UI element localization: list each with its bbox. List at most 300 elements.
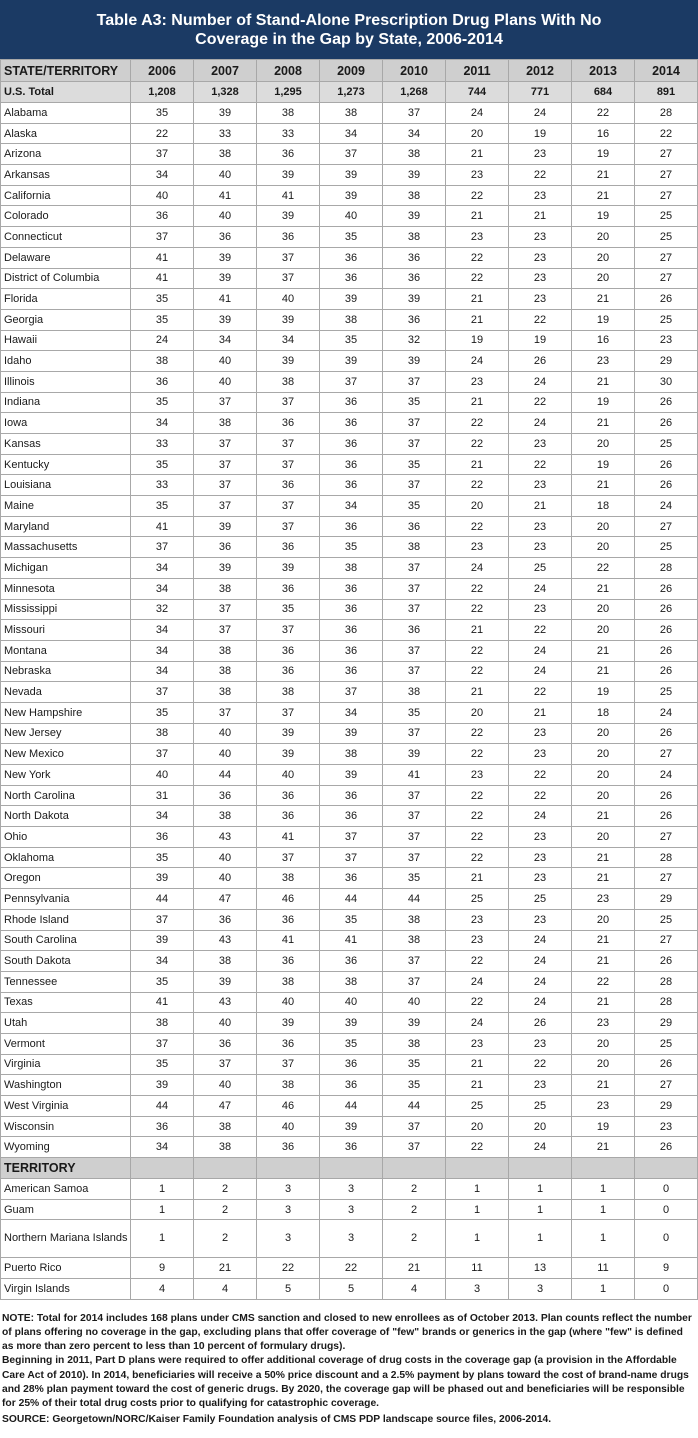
state-row xyxy=(1,351,698,372)
table-cell: 23 xyxy=(446,165,509,186)
table-cell: 38 xyxy=(131,351,194,372)
table-cell: 22 xyxy=(446,247,509,268)
table-cell: 39 xyxy=(257,1013,320,1034)
table-cell: 38 xyxy=(194,806,257,827)
table-cell: 22 xyxy=(509,765,572,786)
table-cell: 21 xyxy=(446,1075,509,1096)
row-label: Minnesota xyxy=(1,578,131,599)
section-label: TERRITORY xyxy=(1,1158,131,1179)
table-cell: 27 xyxy=(635,247,698,268)
table-cell: 36 xyxy=(257,144,320,165)
table-cell: 36 xyxy=(194,785,257,806)
table-title xyxy=(0,0,698,59)
table-cell: 38 xyxy=(131,723,194,744)
state-row xyxy=(1,578,698,599)
table-cell: 37 xyxy=(257,392,320,413)
table-cell: 22 xyxy=(446,661,509,682)
table-cell: 38 xyxy=(194,640,257,661)
table-cell: 22 xyxy=(509,620,572,641)
table-cell: 21 xyxy=(572,1075,635,1096)
table-cell: 37 xyxy=(383,475,446,496)
table-cell: 24 xyxy=(509,951,572,972)
table-cell: 35 xyxy=(131,454,194,475)
table-cell: 39 xyxy=(131,868,194,889)
table-cell: 36 xyxy=(320,599,383,620)
table-cell: 9 xyxy=(131,1258,194,1279)
table-cell: 38 xyxy=(257,971,320,992)
row-label: California xyxy=(1,185,131,206)
table-cell: 37 xyxy=(320,847,383,868)
table-cell: 22 xyxy=(446,806,509,827)
table-cell: 23 xyxy=(509,1033,572,1054)
table-cell: 41 xyxy=(131,516,194,537)
table-cell: 22 xyxy=(446,827,509,848)
table-cell: 4 xyxy=(194,1279,257,1300)
table-cell: 34 xyxy=(320,496,383,517)
table-cell: 21 xyxy=(572,413,635,434)
state-row xyxy=(1,992,698,1013)
table-cell: 39 xyxy=(257,351,320,372)
table-cell: 39 xyxy=(131,1075,194,1096)
table-cell: 29 xyxy=(635,1096,698,1117)
table-cell: 36 xyxy=(257,640,320,661)
table-cell: 41 xyxy=(257,185,320,206)
state-row xyxy=(1,909,698,930)
table-cell: 16 xyxy=(572,123,635,144)
table-cell: 35 xyxy=(383,868,446,889)
table-cell: 23 xyxy=(446,1033,509,1054)
table-cell: 24 xyxy=(509,640,572,661)
table-cell: 26 xyxy=(635,454,698,475)
table-cell: 21 xyxy=(446,1054,509,1075)
state-row xyxy=(1,185,698,206)
table-cell: 37 xyxy=(383,661,446,682)
table-cell: 26 xyxy=(635,475,698,496)
table-cell: 24 xyxy=(446,1013,509,1034)
table-cell: 37 xyxy=(383,640,446,661)
table-cell: 27 xyxy=(635,165,698,186)
table-cell: 23 xyxy=(509,599,572,620)
table-cell: 38 xyxy=(257,371,320,392)
table-cell: 4 xyxy=(383,1279,446,1300)
table-cell: 39 xyxy=(320,185,383,206)
table-cell: 19 xyxy=(572,454,635,475)
table-cell: 36 xyxy=(320,785,383,806)
table-cell: 34 xyxy=(320,702,383,723)
table-cell: 37 xyxy=(194,599,257,620)
table-cell: 24 xyxy=(635,496,698,517)
table-cell: 25 xyxy=(509,889,572,910)
table-cell: 41 xyxy=(383,765,446,786)
table-cell: 22 xyxy=(446,723,509,744)
table-cell: 21 xyxy=(572,640,635,661)
table-cell: 21 xyxy=(572,951,635,972)
table-cell: 21 xyxy=(572,868,635,889)
note-paragraph: NOTE: Total for 2014 includes 168 plans under CMS sanction and closed to new enrollees as of October 2013. Plan counts reflect the number of plans offering no coverage in the gap, excluding plans that offer coverage of "few" brands or generics in the gap (where "few" is defined as more than zero percent to less than 10 percent of formulary drugs). xyxy=(2,1312,692,1353)
state-row xyxy=(1,951,698,972)
table-cell: 23 xyxy=(509,227,572,248)
table-cell: 33 xyxy=(194,123,257,144)
table-cell: 22 xyxy=(509,309,572,330)
table-cell: 5 xyxy=(320,1279,383,1300)
state-row xyxy=(1,847,698,868)
table-cell: 36 xyxy=(194,227,257,248)
table-cell: 19 xyxy=(572,144,635,165)
state-row xyxy=(1,247,698,268)
table-cell: 38 xyxy=(194,578,257,599)
table-cell: 20 xyxy=(572,247,635,268)
table-cell: 37 xyxy=(257,247,320,268)
table-cell: 21 xyxy=(572,847,635,868)
table-cell: 21 xyxy=(446,309,509,330)
table-cell: 20 xyxy=(572,268,635,289)
table-cell: 27 xyxy=(635,1075,698,1096)
table-cell: 27 xyxy=(635,516,698,537)
state-row xyxy=(1,289,698,310)
table-cell: 38 xyxy=(257,868,320,889)
table-cell: 22 xyxy=(446,268,509,289)
row-label: Mississippi xyxy=(1,599,131,620)
row-label: Tennessee xyxy=(1,971,131,992)
table-cell: 1 xyxy=(446,1179,509,1200)
table-cell: 21 xyxy=(383,1258,446,1279)
table-cell: 39 xyxy=(320,765,383,786)
table-cell: 35 xyxy=(383,1054,446,1075)
state-row xyxy=(1,144,698,165)
table-cell: 37 xyxy=(383,371,446,392)
table-cell: 37 xyxy=(194,496,257,517)
table-cell: 37 xyxy=(383,951,446,972)
table-cell: 2 xyxy=(194,1199,257,1220)
table-cell: 1,208 xyxy=(131,82,194,103)
row-label: Massachusetts xyxy=(1,537,131,558)
table-cell: 36 xyxy=(320,951,383,972)
table-cell: 35 xyxy=(131,309,194,330)
table-cell: 22 xyxy=(446,785,509,806)
state-rows xyxy=(1,103,698,1158)
table-cell: 24 xyxy=(509,661,572,682)
table-cell: 34 xyxy=(131,661,194,682)
state-row xyxy=(1,1033,698,1054)
state-row xyxy=(1,930,698,951)
table-cell: 37 xyxy=(383,103,446,124)
row-label: New York xyxy=(1,765,131,786)
table-cell: 22 xyxy=(446,640,509,661)
state-row xyxy=(1,661,698,682)
table-cell: 11 xyxy=(446,1258,509,1279)
table-cell: 36 xyxy=(257,537,320,558)
table-cell: 41 xyxy=(131,268,194,289)
table-cell: 3 xyxy=(257,1199,320,1220)
table-cell: 37 xyxy=(194,475,257,496)
table-cell: 21 xyxy=(572,371,635,392)
row-label: Wyoming xyxy=(1,1137,131,1158)
table-cell: 25 xyxy=(635,909,698,930)
table-cell: 22 xyxy=(509,1054,572,1075)
row-label: Pennsylvania xyxy=(1,889,131,910)
row-label: District of Columbia xyxy=(1,268,131,289)
table-cell: 30 xyxy=(635,371,698,392)
table-cell: 891 xyxy=(635,82,698,103)
table-cell: 20 xyxy=(572,434,635,455)
table-cell: 40 xyxy=(131,765,194,786)
table-cell: 24 xyxy=(509,992,572,1013)
table-cell: 23 xyxy=(572,1013,635,1034)
state-row xyxy=(1,1096,698,1117)
table-cell: 1 xyxy=(572,1220,635,1258)
row-label: Colorado xyxy=(1,206,131,227)
table-cell: 23 xyxy=(446,765,509,786)
table-cell: 36 xyxy=(320,392,383,413)
table-cell: 37 xyxy=(131,1033,194,1054)
table-cell: 23 xyxy=(509,434,572,455)
state-row xyxy=(1,123,698,144)
table-cell: 36 xyxy=(194,1033,257,1054)
state-row xyxy=(1,1137,698,1158)
column-header: 2013 xyxy=(572,60,635,82)
table-cell: 744 xyxy=(446,82,509,103)
table-cell: 27 xyxy=(635,268,698,289)
table-cell: 23 xyxy=(509,475,572,496)
table-cell: 22 xyxy=(446,578,509,599)
table-cell: 20 xyxy=(572,620,635,641)
table-cell: 27 xyxy=(635,144,698,165)
state-row xyxy=(1,723,698,744)
territory-row xyxy=(1,1279,698,1300)
table-cell: 35 xyxy=(383,702,446,723)
table-cell: 25 xyxy=(446,889,509,910)
table-cell: 34 xyxy=(320,123,383,144)
table-cell: 33 xyxy=(131,475,194,496)
table-cell: 37 xyxy=(257,516,320,537)
state-row xyxy=(1,103,698,124)
row-label: Louisiana xyxy=(1,475,131,496)
table-cell: 3 xyxy=(257,1179,320,1200)
state-row xyxy=(1,620,698,641)
state-row xyxy=(1,227,698,248)
table-cell: 37 xyxy=(383,723,446,744)
table-cell: 39 xyxy=(194,309,257,330)
table-cell: 39 xyxy=(194,103,257,124)
table-cell: 24 xyxy=(635,702,698,723)
table-cell: 37 xyxy=(320,682,383,703)
table-cell: 20 xyxy=(446,702,509,723)
row-label: Hawaii xyxy=(1,330,131,351)
table-cell: 38 xyxy=(320,309,383,330)
table-cell: 19 xyxy=(572,309,635,330)
row-label: Indiana xyxy=(1,392,131,413)
table-cell: 36 xyxy=(320,247,383,268)
table-cell: 13 xyxy=(509,1258,572,1279)
table-cell: 39 xyxy=(194,971,257,992)
row-label: North Carolina xyxy=(1,785,131,806)
table-cell: 23 xyxy=(509,744,572,765)
state-row xyxy=(1,971,698,992)
table-cell: 26 xyxy=(635,640,698,661)
table-cell: 20 xyxy=(572,1033,635,1054)
row-label: Idaho xyxy=(1,351,131,372)
table-cell: 38 xyxy=(257,103,320,124)
table-cell: 36 xyxy=(383,268,446,289)
table-cell: 18 xyxy=(572,702,635,723)
table-cell: 37 xyxy=(383,578,446,599)
source-note: SOURCE: Georgetown/NORC/Kaiser Family Foundation analysis of CMS PDP landscape source files, 2006-2014. xyxy=(2,1414,552,1426)
row-label: Iowa xyxy=(1,413,131,434)
header-row xyxy=(1,60,698,82)
table-cell: 20 xyxy=(572,744,635,765)
table-cell: 22 xyxy=(509,785,572,806)
table-cell: 41 xyxy=(194,185,257,206)
table-cell: 24 xyxy=(509,971,572,992)
table-cell: 18 xyxy=(572,496,635,517)
row-label: Kentucky xyxy=(1,454,131,475)
table-cell: 32 xyxy=(383,330,446,351)
table-cell: 23 xyxy=(635,330,698,351)
note-paragraph: Beginning in 2011, Part D plans were required to offer additional coverage of drug costs in the coverage gap (a provision in the Affordable Care Act of 2010). In 2014, beneficiaries will receive a 50% price discount and a 2.5% payment by plans toward the cost of brand-name drugs and 28% plan payment toward the cost of generic drugs. By 2020, the coverage gap will be phased out and beneficiaries will be responsible for 25% of their total drug costs prior to qualifying for catastrophic coverage. xyxy=(2,1355,689,1410)
territory-row xyxy=(1,1258,698,1279)
table-cell: 39 xyxy=(194,247,257,268)
table-cell: 40 xyxy=(320,992,383,1013)
table-cell: 22 xyxy=(446,951,509,972)
table-cell: 25 xyxy=(635,537,698,558)
table-cell: 36 xyxy=(320,268,383,289)
table-cell: 26 xyxy=(635,723,698,744)
table-cell: 1 xyxy=(572,1199,635,1220)
table-cell: 39 xyxy=(194,268,257,289)
table-cell: 23 xyxy=(509,268,572,289)
table-cell: 21 xyxy=(446,868,509,889)
table-cell: 38 xyxy=(194,951,257,972)
table-cell: 24 xyxy=(509,413,572,434)
state-row xyxy=(1,682,698,703)
territory-row xyxy=(1,1179,698,1200)
table-cell: 26 xyxy=(635,806,698,827)
table-cell: 24 xyxy=(509,103,572,124)
row-label: Georgia xyxy=(1,309,131,330)
table-cell: 35 xyxy=(131,496,194,517)
table-cell: 38 xyxy=(320,971,383,992)
table-cell: 39 xyxy=(383,206,446,227)
table-cell: 24 xyxy=(446,351,509,372)
table-cell: 38 xyxy=(257,682,320,703)
table-cell: 22 xyxy=(509,454,572,475)
column-header: 2014 xyxy=(635,60,698,82)
column-header: 2012 xyxy=(509,60,572,82)
table-cell: 37 xyxy=(194,392,257,413)
table-cell: 36 xyxy=(320,806,383,827)
table-cell: 36 xyxy=(131,371,194,392)
table-cell: 25 xyxy=(446,1096,509,1117)
table-cell: 24 xyxy=(635,765,698,786)
row-label: New Jersey xyxy=(1,723,131,744)
table-cell: 22 xyxy=(446,599,509,620)
table-cell: 20 xyxy=(572,227,635,248)
table-cell: 43 xyxy=(194,827,257,848)
table-cell: 2 xyxy=(383,1199,446,1220)
table-cell: 34 xyxy=(131,165,194,186)
table-cell: 25 xyxy=(635,206,698,227)
table-cell: 1 xyxy=(131,1199,194,1220)
table-cell: 21 xyxy=(509,206,572,227)
table-cell: 35 xyxy=(383,496,446,517)
territory-row xyxy=(1,1199,698,1220)
table-cell: 38 xyxy=(194,1137,257,1158)
table-cell: 37 xyxy=(194,454,257,475)
table-cell: 20 xyxy=(572,516,635,537)
table-cell: 39 xyxy=(194,516,257,537)
table-cell: 37 xyxy=(131,144,194,165)
table-cell: 22 xyxy=(446,744,509,765)
row-label: Oregon xyxy=(1,868,131,889)
table-cell: 28 xyxy=(635,103,698,124)
table-cell: 22 xyxy=(509,392,572,413)
table-cell: 40 xyxy=(383,992,446,1013)
table-cell: 37 xyxy=(257,1054,320,1075)
table-cell: 44 xyxy=(131,1096,194,1117)
table-cell: 36 xyxy=(320,413,383,434)
table-cell: 40 xyxy=(257,992,320,1013)
table-cell: 37 xyxy=(194,620,257,641)
table-cell: 24 xyxy=(131,330,194,351)
table-cell: 23 xyxy=(446,227,509,248)
table-cell: 37 xyxy=(320,144,383,165)
table-cell: 36 xyxy=(257,578,320,599)
table-cell: 37 xyxy=(131,744,194,765)
table-cell: 36 xyxy=(131,827,194,848)
table-cell: 23 xyxy=(509,868,572,889)
state-row xyxy=(1,744,698,765)
table-cell: 24 xyxy=(509,371,572,392)
state-row xyxy=(1,475,698,496)
table-cell: 37 xyxy=(257,847,320,868)
state-row xyxy=(1,537,698,558)
table-cell: 37 xyxy=(257,702,320,723)
row-label: Alaska xyxy=(1,123,131,144)
table-cell: 38 xyxy=(131,1013,194,1034)
table-cell: 44 xyxy=(131,889,194,910)
table-cell: 39 xyxy=(383,289,446,310)
table-cell: 1 xyxy=(131,1220,194,1258)
table-cell: 3 xyxy=(320,1220,383,1258)
table-cell: 28 xyxy=(635,847,698,868)
territory-rows xyxy=(1,1179,698,1300)
table-cell: 31 xyxy=(131,785,194,806)
table-cell: 35 xyxy=(320,1033,383,1054)
table-cell: 34 xyxy=(383,123,446,144)
table-cell: 38 xyxy=(257,1075,320,1096)
table-cell: 40 xyxy=(194,165,257,186)
column-header: 2011 xyxy=(446,60,509,82)
table-cell: 34 xyxy=(131,413,194,434)
table-cell: 40 xyxy=(194,206,257,227)
table-cell: 26 xyxy=(509,1013,572,1034)
row-label: Utah xyxy=(1,1013,131,1034)
table-cell: 27 xyxy=(635,827,698,848)
table-cell: 1 xyxy=(131,1179,194,1200)
row-label: Oklahoma xyxy=(1,847,131,868)
table-cell: 35 xyxy=(131,103,194,124)
row-label: Puerto Rico xyxy=(1,1258,131,1279)
table-cell: 1 xyxy=(509,1179,572,1200)
row-label: Virginia xyxy=(1,1054,131,1075)
table-cell: 37 xyxy=(320,371,383,392)
table-cell: 24 xyxy=(509,806,572,827)
table-cell: 36 xyxy=(320,475,383,496)
table-cell: 23 xyxy=(572,889,635,910)
row-label: Missouri xyxy=(1,620,131,641)
table-cell: 29 xyxy=(635,351,698,372)
table-cell: 39 xyxy=(383,744,446,765)
